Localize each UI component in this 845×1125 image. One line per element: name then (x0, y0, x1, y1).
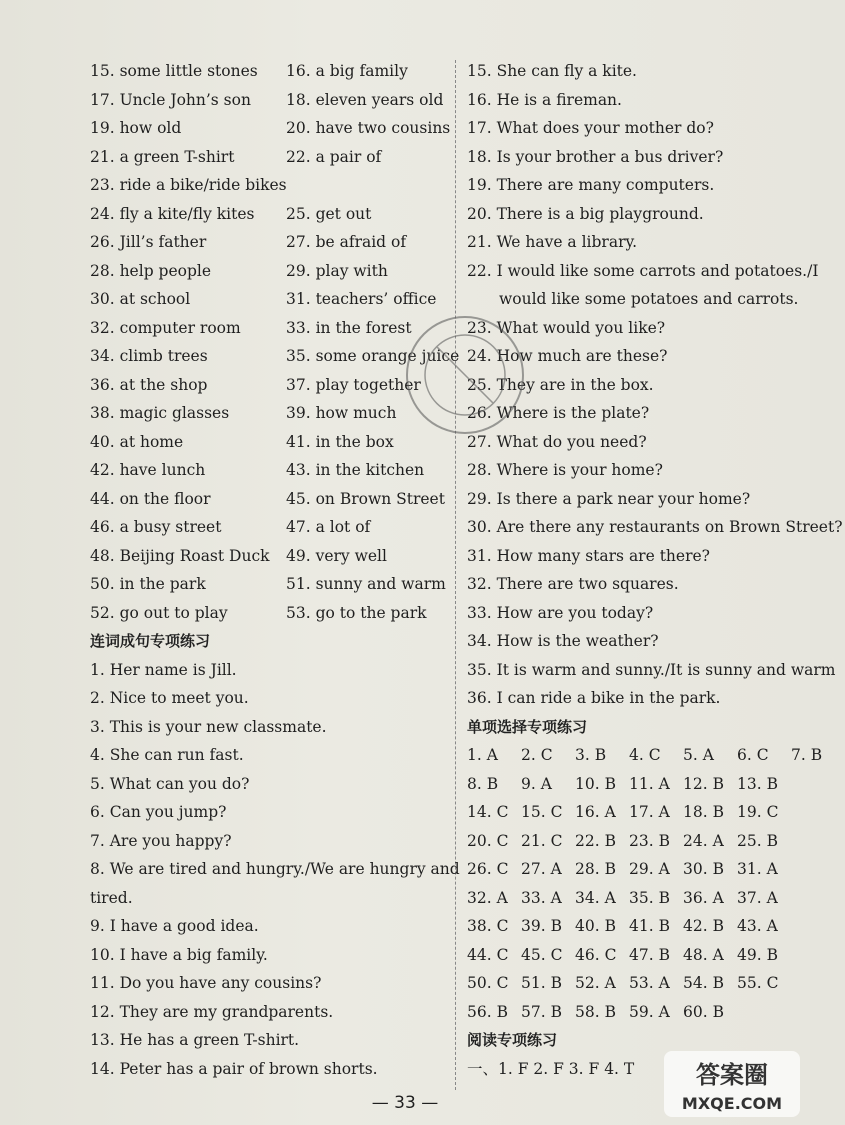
phrase-item: 39. how much (286, 404, 397, 422)
mcq-answer: 43. A (737, 917, 778, 935)
phrase-item: 53. go to the park (286, 603, 427, 622)
phrase-row (90, 399, 445, 428)
mcq-answer: 58. B (575, 1002, 616, 1021)
mcq-answer: 29. A (629, 860, 670, 878)
sentence-item: 33. How are you today? (467, 603, 654, 622)
sentence-item: 36. I can ride a bike in the park. (467, 689, 721, 707)
phrase-item: 48. Beijing Roast Duck (90, 546, 270, 565)
phrase-item: 33. in the forest (286, 318, 412, 337)
phrase-item: 42. have lunch (90, 461, 206, 479)
sentence-item: 10. I have a big family. (90, 945, 268, 964)
sentence-item: 6. Can you jump? (90, 803, 227, 821)
mcq-answer: 2. C (521, 746, 553, 764)
mcq-answer: 22. B (575, 831, 616, 850)
sentence-item: 23. What would you like? (467, 318, 666, 337)
svg-text:MXQE.COM: MXQE.COM (681, 1094, 783, 1113)
mcq-answer: 35. B (629, 888, 670, 907)
sentence-item: 7. Are you happy? (90, 831, 232, 850)
phrase-row (90, 599, 445, 628)
mcq-answer: 47. B (629, 945, 670, 964)
phrase-item: 22. a pair of (286, 147, 382, 166)
phrase-item: 20. have two cousins (286, 119, 451, 137)
mcq-row (467, 741, 823, 770)
sentence-item: 17. What does your mother do? (467, 119, 714, 137)
phrase-item: 32. computer room (90, 318, 241, 337)
mcq-answer: 30. B (683, 860, 724, 878)
phrase-row (90, 228, 445, 257)
sentence-item: 32. There are two squares. (467, 575, 679, 593)
right-column (467, 57, 843, 1083)
sentence-item: 35. It is warm and sunny./It is sunny and warm (467, 660, 836, 679)
phrase-item: 18. eleven years old (286, 90, 444, 109)
mcq-row (467, 770, 810, 799)
phrase-row (90, 485, 445, 514)
sentence-item: 11. Do you have any cousins? (90, 974, 322, 992)
sentence-item: 27. What do you need? (467, 432, 647, 451)
phrase-item: 27. be afraid of (286, 233, 407, 251)
mcq-answer: 59. A (629, 1002, 670, 1021)
mcq-answer: 50. C (467, 974, 509, 992)
phrase-item: 19. how old (90, 119, 182, 137)
sentence-item: 26. Where is the plate? (467, 404, 650, 422)
mcq-answer: 56. B (467, 1002, 508, 1021)
mcq-answer: 17. A (629, 803, 670, 821)
mcq-row (467, 855, 810, 884)
sentence-item: 20. There is a big playground. (467, 204, 704, 223)
mcq-answer: 57. B (521, 1002, 562, 1021)
column-divider (455, 60, 456, 1090)
phrase-row (90, 285, 445, 314)
mcq-answer: 60. B (683, 1002, 724, 1021)
sentence-item: 13. He has a green T-shirt. (90, 1031, 300, 1049)
mcq-row (467, 941, 810, 970)
mcq-answer: 15. C (521, 803, 563, 821)
mcq-answer: 26. C (467, 860, 509, 878)
mcq-answer: 44. C (467, 945, 509, 964)
phrase-item: 43. in the kitchen (286, 461, 425, 479)
mcq-answer: 54. B (683, 974, 724, 992)
phrase-item: 15. some little stones (90, 62, 258, 80)
sentence-item: 14. Peter has a pair of brown shorts. (90, 1059, 378, 1078)
phrase-item: 38. magic glasses (90, 404, 230, 422)
mcq-answer: 28. B (575, 860, 616, 878)
phrase-item: 30. at school (90, 290, 191, 308)
mcq-answer: 39. B (521, 917, 562, 935)
mcq-answer: 36. A (683, 888, 724, 907)
phrase-item: 41. in the box (286, 432, 394, 451)
phrase-item: 47. a lot of (286, 518, 371, 536)
phrase-item: 28. help people (90, 261, 212, 280)
sentence-item: 9. I have a good idea. (90, 917, 259, 935)
sentence-item: 12. They are my grandparents. (90, 1002, 334, 1021)
mcq-answer: 53. A (629, 974, 670, 992)
mcq-answer: 46. C (575, 945, 617, 964)
mcq-answer: 34. A (575, 888, 616, 907)
sentence-item: 2. Nice to meet you. (90, 689, 249, 707)
mcq-answer: 31. A (737, 860, 778, 878)
phrase-row (90, 257, 445, 286)
mcq-row (467, 998, 810, 1027)
sentence-item: 18. Is your brother a bus driver? (467, 147, 724, 166)
mcq-row (467, 912, 810, 941)
reading-answers: 一、1. F 2. F 3. F 4. T (467, 1059, 635, 1078)
phrase-row (90, 114, 451, 143)
mcq-answer: 4. C (629, 746, 661, 764)
sentence-item: 16. He is a fireman. (467, 90, 622, 109)
sentence-item: 22. I would like some carrots and potatoes./I (467, 261, 819, 280)
left-column (90, 57, 460, 1083)
phrase-item: 17. Uncle John’s son (90, 90, 251, 109)
mcq-answer: 25. B (737, 831, 778, 850)
phrase-item: 44. on the floor (90, 489, 211, 508)
phrase-row (90, 570, 445, 599)
phrase-item: 35. some orange juice (286, 347, 460, 365)
phrase-item: 51. sunny and warm (286, 575, 446, 593)
mcq-answer: 48. A (683, 945, 724, 964)
mcq-answer: 32. A (467, 888, 508, 907)
section-heading-mcq: 单项选择专项练习 (467, 717, 588, 736)
phrase-item: 29. play with (286, 261, 388, 280)
mcq-answer: 21. C (521, 831, 563, 850)
mcq-answer: 10. B (575, 774, 616, 793)
page-number: — 33 — (371, 1093, 439, 1113)
svg-text:答案圈: 答案圈 (696, 1061, 768, 1089)
mcq-answer: 18. B (683, 803, 724, 821)
mcq-answer: 1. A (467, 746, 498, 764)
phrase-item: 24. fly a kite/fly kites (90, 204, 255, 223)
mcq-answer: 13. B (737, 774, 778, 793)
phrase-item: 36. at the shop (90, 375, 208, 394)
mcq-answer: 20. C (467, 831, 509, 850)
sentence-item: would like some potatoes and carrots. (499, 290, 799, 308)
mcq-answer: 55. C (737, 974, 779, 992)
mcq-row (467, 884, 810, 913)
phrase-row (90, 314, 445, 343)
sentence-item: 19. There are many computers. (467, 176, 715, 194)
phrase-row (90, 171, 445, 200)
mcq-answer: 6. C (737, 746, 769, 764)
phrase-item: 37. play together (286, 375, 421, 394)
phrase-row (90, 143, 445, 172)
phrase-row (90, 86, 445, 115)
sentence-item: 21. We have a library. (467, 233, 638, 251)
mcq-answer: 38. C (467, 917, 509, 935)
mcq-row (467, 798, 810, 827)
phrase-item: 21. a green T-shirt (90, 147, 235, 166)
sentence-item: 30. Are there any restaurants on Brown Street? (467, 518, 843, 536)
mcq-answer: 11. A (629, 774, 670, 793)
mcq-answer: 5. A (683, 746, 714, 764)
phrase-row (90, 57, 445, 86)
phrase-row (90, 542, 445, 571)
phrase-item: 16. a big family (286, 62, 408, 80)
sentence-item: tired. (90, 888, 133, 907)
mcq-answer: 49. B (737, 945, 778, 964)
mcq-row (467, 827, 810, 856)
mcq-answer: 16. A (575, 803, 616, 821)
mcq-row (467, 969, 810, 998)
phrase-row (90, 428, 445, 457)
mcq-answer: 3. B (575, 746, 607, 764)
mcq-answer: 14. C (467, 803, 509, 821)
mcq-answer: 19. C (737, 803, 779, 821)
mcq-answer: 24. A (683, 831, 724, 850)
sentence-item: 5. What can you do? (90, 774, 250, 793)
sentence-item: 25. They are in the box. (467, 375, 654, 394)
phrase-row (90, 200, 445, 229)
sentence-item: 28. Where is your home? (467, 461, 663, 479)
mcq-answer: 42. B (683, 917, 724, 935)
sentence-item: 8. We are tired and hungry./We are hungry and (90, 860, 460, 878)
phrase-item: 34. climb trees (90, 347, 208, 365)
phrase-item: 40. at home (90, 432, 184, 451)
phrase-item: 50. in the park (90, 575, 206, 593)
phrase-item: 45. on Brown Street (286, 489, 445, 508)
section-heading-sentences: 连词成句专项练习 (90, 632, 211, 650)
mcq-answer: 27. A (521, 860, 562, 878)
phrase-item: 26. Jill’s father (90, 233, 207, 251)
mcq-answer: 51. B (521, 974, 562, 992)
mcq-answer: 52. A (575, 974, 616, 992)
sentence-item: 4. She can run fast. (90, 746, 244, 764)
mcq-answer: 7. B (791, 746, 823, 764)
mcq-answer: 37. A (737, 888, 778, 907)
phrase-item: 25. get out (286, 204, 372, 223)
sentence-item: 15. She can fly a kite. (467, 62, 637, 80)
mcq-answer: 9. A (521, 774, 552, 793)
section-heading-reading: 阅读专项练习 (467, 1031, 558, 1049)
sentence-item: 34. How is the weather? (467, 632, 659, 650)
sentence-item: 24. How much are these? (467, 347, 668, 365)
phrase-item: 46. a busy street (90, 518, 222, 536)
phrase-item: 31. teachers’ office (286, 290, 437, 308)
mcq-answer: 12. B (683, 774, 724, 793)
mcq-answer: 8. B (467, 774, 499, 793)
mcq-answer: 40. B (575, 917, 616, 935)
sentence-item: 31. How many stars are there? (467, 546, 710, 565)
mcq-answer: 45. C (521, 945, 563, 964)
phrase-item: 49. very well (286, 546, 387, 565)
phrase-row (90, 513, 445, 542)
mcq-answer: 33. A (521, 888, 562, 907)
phrase-row (90, 456, 445, 485)
sentence-item: 3. This is your new classmate. (90, 717, 327, 736)
mcq-answer: 23. B (629, 831, 670, 850)
mcq-answer: 41. B (629, 917, 670, 935)
phrase-item: 23. ride a bike/ride bikes (90, 176, 287, 194)
sentence-item: 29. Is there a park near your home? (467, 489, 751, 508)
sentence-item: 1. Her name is Jill. (90, 660, 237, 679)
phrase-item: 52. go out to play (90, 603, 228, 622)
